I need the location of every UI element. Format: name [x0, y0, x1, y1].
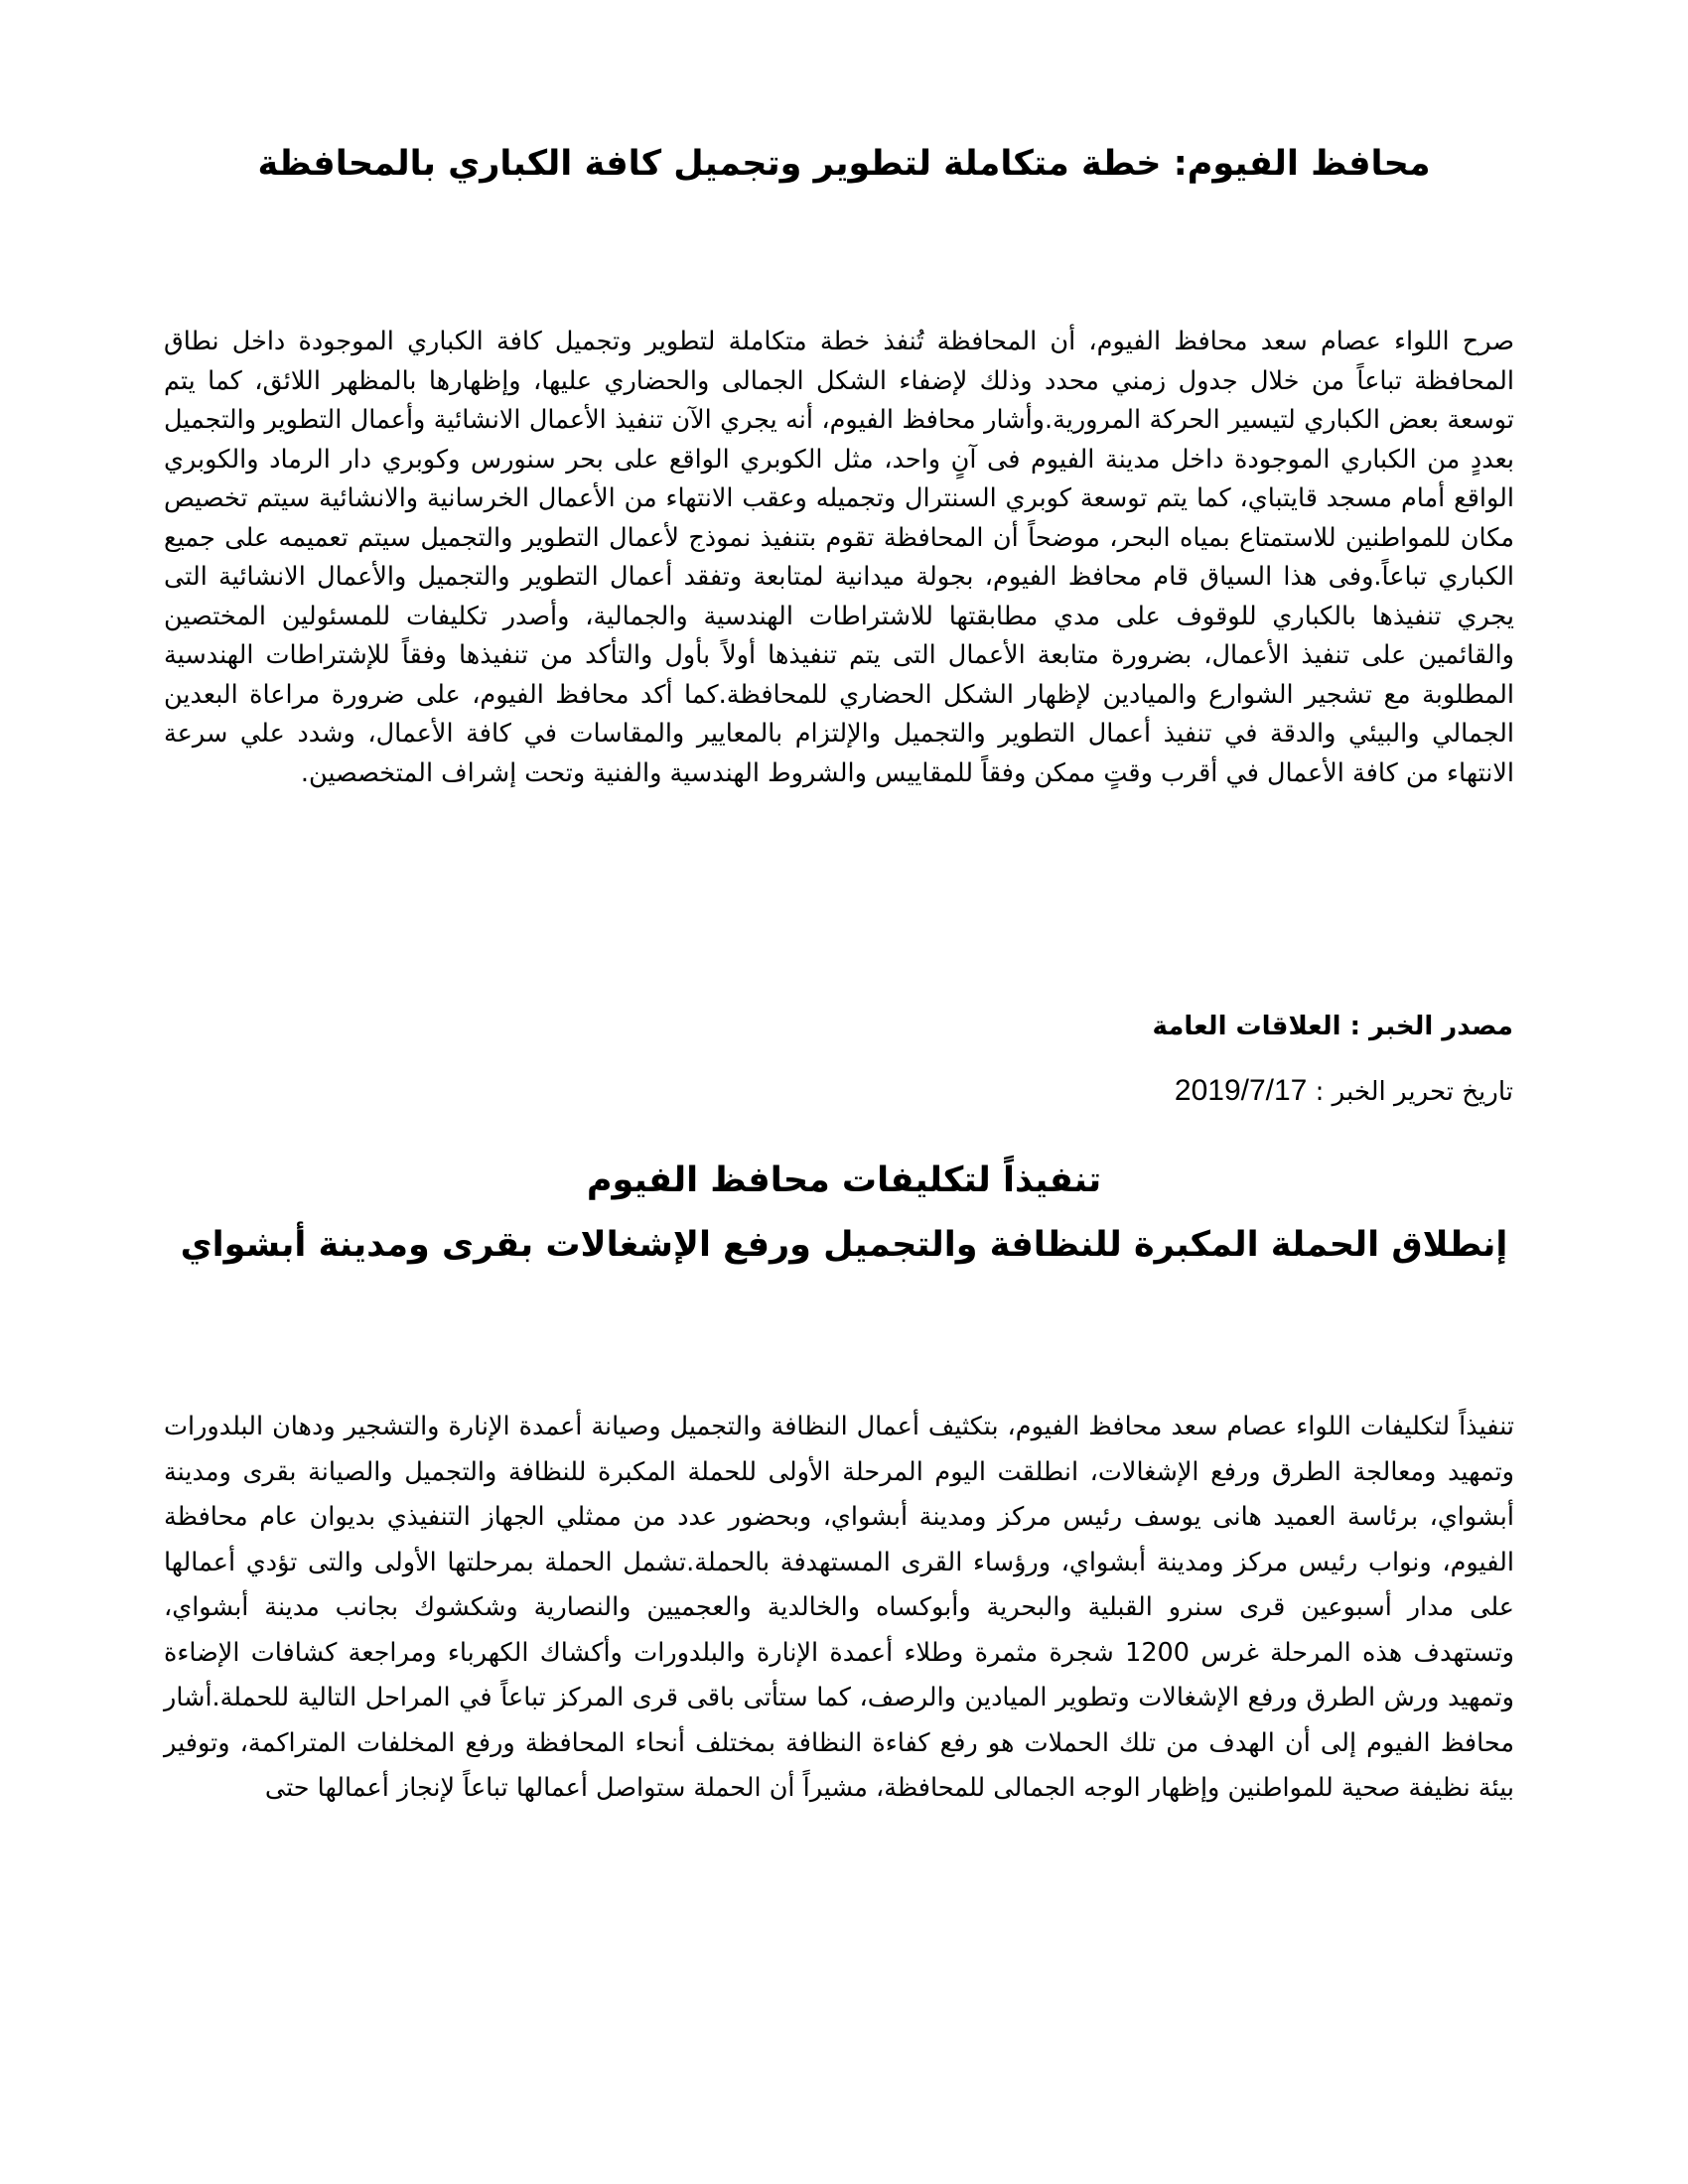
article2-title-line1: تنفيذاً لتكليفات محافظ الفيوم [586, 1160, 1102, 1200]
article1-date-label: تاريخ تحرير الخبر : [1315, 1077, 1513, 1107]
article1-body: صرح اللواء عصام سعد محافظ الفيوم، أن المحافظة تُنفذ خطة متكاملة لتطوير وتجميل كافة الكباري الموجودة داخل نطاق المحافظة تباعاً من خلال جدول زمني محدد وذلك لإضفاء الشكل الجمالى والحضاري عليها، وإظهارها بالمظهر اللائق، كما يتم توسعة بعض الكباري لتيسير الحركة المرورية.وأشار محافظ الفيوم، أنه يجري الآن تنفيذ الأعمال الانشائية وأعمال التطوير والتجميل بعددٍ من الكباري الموجودة داخل مدينة الفيوم فى آنٍ واحد، مثل الكوبري الواقع على بحر سنورس وكوبري دار الرماد والكوبري الواقع أمام مسجد قايتباي، كما يتم توسعة كوبري السنترال وتجميله وعقب الانتهاء من الأعمال الخرسانية والانشائية سيتم تخصيص مكان للمواطنين للاستمتاع بمياه البحر، موضحاً أن المحافظة تقوم بتنفيذ نموذج لأعمال التطوير والتجميل سيتم تعميمه على جميع الكباري تباعاً.وفى هذا السياق قام محافظ الفيوم، بجولة ميدانية لمتابعة وتفقد أعمال التطوير والتجميل والأعمال الانشائية التى يجري تنفيذها بالكباري للوقوف على مدي مطابقتها للاشتراطات الهندسية والجمالية، وأصدر تكليفات للمسئولين المختصين والقائمين على تنفيذ الأعمال، بضرورة متابعة الأعمال التى يتم تنفيذها أولاً بأول والتأكد من تنفيذها وفقاً للإشتراطات الهندسية المطلوبة مع تشجير الشوارع والميادين لإظهار الشكل الحضاري للمحافظة.كما أكد محافظ الفيوم، على ضرورة مراعاة البعدين الجمالي والبيئي والدقة في تنفيذ أعمال التطوير والتجميل والإلتزام بالمعايير والمقاسات في كافة الأعمال، وشدد علي سرعة الانتهاء من كافة الأعمال في أقرب وقتٍ ممكن وفقاً للمقاييس والشروط الهندسية والفنية وتحت إشراف المتخصصين. [164, 327, 1514, 788]
article2-title-line2: إنطلاق الحملة المكبرة للنظافة والتجميل ورفع الإشغالات بقرى ومدينة أبشواي [180, 1225, 1508, 1265]
article1-source: مصدر الخبر : العلاقات العامة [1152, 1012, 1513, 1041]
article2-body: تنفيذاً لتكليفات اللواء عصام سعد محافظ الفيوم، بتكثيف أعمال النظافة والتجميل وصيانة أعمدة الإنارة والتشجير ودهان البلدورات وتمهيد ومعالجة الطرق ورفع الإشغالات، انطلقت اليوم المرحلة الأولى للحملة المكبرة للنظافة والتجميل والصيانة بقرى ومدينة أبشواي، برئاسة العميد هانى يوسف رئيس مركز ومدينة أبشواي، وبحضور عدد من ممثلي الجهاز التنفيذي بديوان عام محافظة الفيوم، ونواب رئيس مركز ومدينة أبشواي، ورؤساء القرى المستهدفة بالحملة.تشمل الحملة بمرحلتها الأولى والتى تؤدي أعمالها على مدار أسبوعين قرى سنرو القبلية والبحرية وأبوكساه والخالدية والعجميين والنصارية وشكشوك بجانب مدينة أبشواي، وتستهدف هذه المرحلة غرس 1200 شجرة مثمرة وطلاء أعمدة الإنارة والبلدورات وأكشاك الكهرباء ومراجعة كشافات الإضاءة وتمهيد ورش الطرق ورفع الإشغالات وتطوير الميادين والرصف، كما ستأتى باقى قرى المركز تباعاً في المراحل التالية للحملة.أشار محافظ الفيوم إلى أن الهدف من تلك الحملات هو رفع كفاءة النظافة بمختلف أنحاء المحافظة ورفع المخلفات المتراكمة، وتوفير بيئة نظيفة صحية للمواطنين وإظهار الوجه الجمالى للمحافظة، مشيراً أن الحملة ستواصل أعمالها تباعاً لإنجاز أعمالها حتى [164, 1412, 1514, 1803]
article1-title: محافظ الفيوم: خطة متكاملة لتطوير وتجميل كافة الكباري بالمحافظة [257, 144, 1431, 184]
article1-date-line [1175, 1074, 1513, 1109]
article1-date-value: 2019/7/17 [1174, 1074, 1308, 1107]
